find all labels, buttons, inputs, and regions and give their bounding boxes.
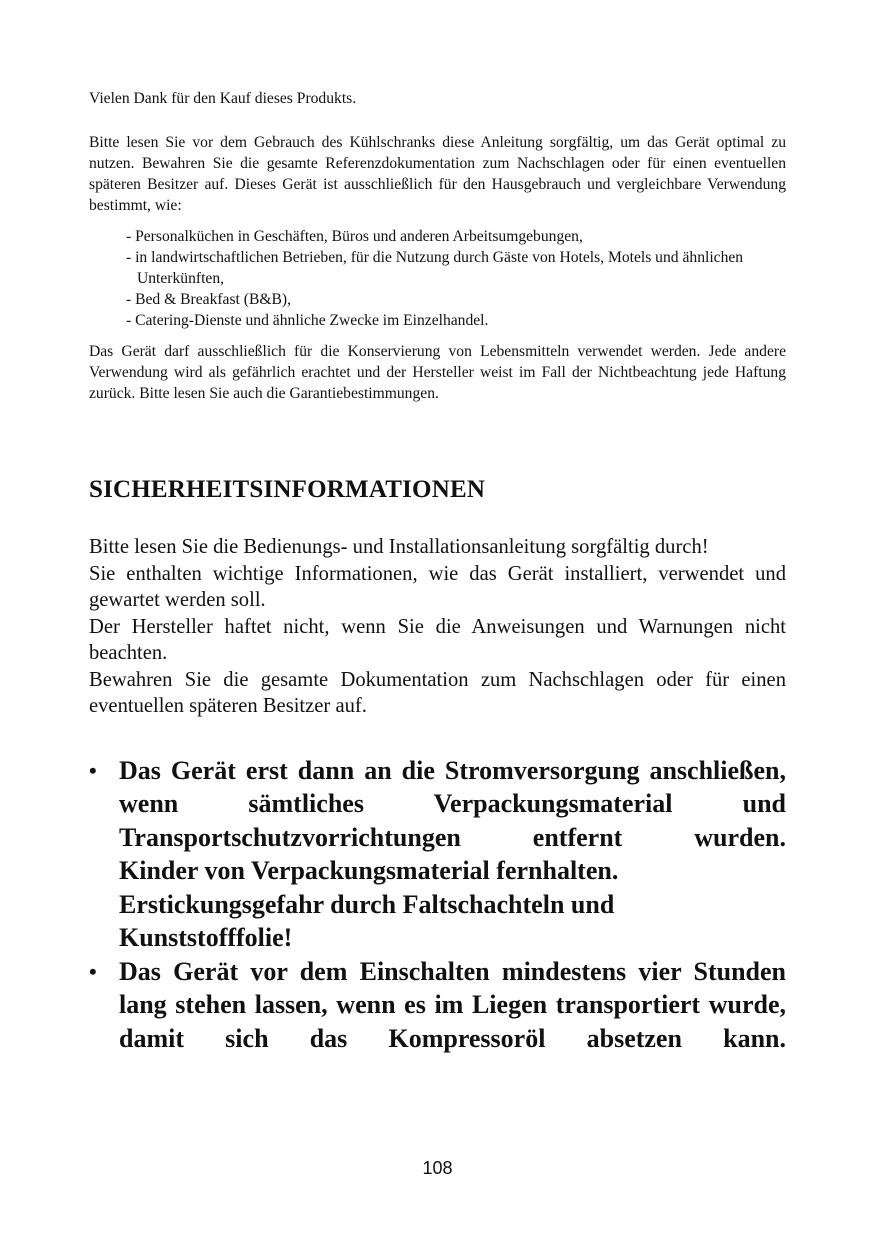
intended-use-list xyxy=(89,226,786,331)
document-page xyxy=(89,88,786,1055)
warning-text: Das Gerät erst dann an die Stromversorgung anschließen, wenn sämtliches Verpackungsmaterial und Transportschutzvorrichtungen entfernt wurden. xyxy=(119,755,786,852)
safety-line: Bitte lesen Sie die Bedienungs- und Installationsanleitung sorgfältig durch! xyxy=(89,536,709,558)
list-item: - Bed & Breakfast (B&B), xyxy=(126,291,291,308)
warning-text: Erstickungsgefahr durch Faltschachteln und Kunststofffolie! xyxy=(119,889,615,952)
warning-list xyxy=(89,754,786,1056)
list-item: - Personalküchen in Geschäften, Büros und anderen Arbeitsumgebungen, xyxy=(126,228,583,245)
safety-line: Der Hersteller haftet nicht, wenn Sie die Anweisungen und Warnungen nicht beachten. xyxy=(89,615,786,664)
warning-text: Kinder von Verpackungsmaterial fernhalten. xyxy=(119,856,619,885)
list-item: - in landwirtschaftlichen Betrieben, für die Nutzung durch Gäste von Hotels, Motels und ähnlichen Unterkünften, xyxy=(126,249,744,287)
page-number: 108 xyxy=(422,1158,453,1178)
safety-line: Sie enthalten wichtige Informationen, wie das Gerät installiert, verwendet und gewartet werden soll. xyxy=(89,562,786,611)
list-item: - Catering-Dienste und ähnliche Zwecke im Einzelhandel. xyxy=(126,312,489,329)
warning-item xyxy=(89,955,786,1056)
bullet-icon: • xyxy=(89,958,97,984)
warning-text: Das Gerät vor dem Einschalten mindestens vier Stunden lang stehen lassen, wenn es im Liegen transportiert wurde, damit sich das Kompressoröl absetzen kann. xyxy=(119,956,786,1053)
intro-paragraph: Bitte lesen Sie vor dem Gebrauch des Kühlschranks diese Anleitung sorgfältig, um das Gerät optimal zu nutzen. Bewahren Sie die gesamte Referenzdokumentation zum Nachschlagen oder für einen eventuellen späteren Besitzer auf. Dieses Gerät ist ausschließlich für den Hausgebrauch und vergleichbare Verwendung bestimmt, wie: xyxy=(89,134,786,214)
thanks-text: Vielen Dank für den Kauf dieses Produkts. xyxy=(89,90,357,107)
section-title: SICHERHEITSINFORMATIONEN xyxy=(89,476,486,503)
bullet-icon: • xyxy=(89,757,97,783)
safety-intro xyxy=(89,534,786,720)
safety-line: Bewahren Sie die gesamte Dokumentation zum Nachschlagen oder für einen eventuellen späteren Besitzer auf. xyxy=(89,668,786,717)
warning-item xyxy=(89,754,786,955)
usage-note: Das Gerät darf ausschließlich für die Konservierung von Lebensmitteln verwendet werden. Jede andere Verwendung wird als gefährlich erachtet und der Hersteller weist im Fall der Nichtbeachtung jede Haftung zurück. Bitte lesen Sie auch die Garantiebestimmungen. xyxy=(89,343,786,402)
